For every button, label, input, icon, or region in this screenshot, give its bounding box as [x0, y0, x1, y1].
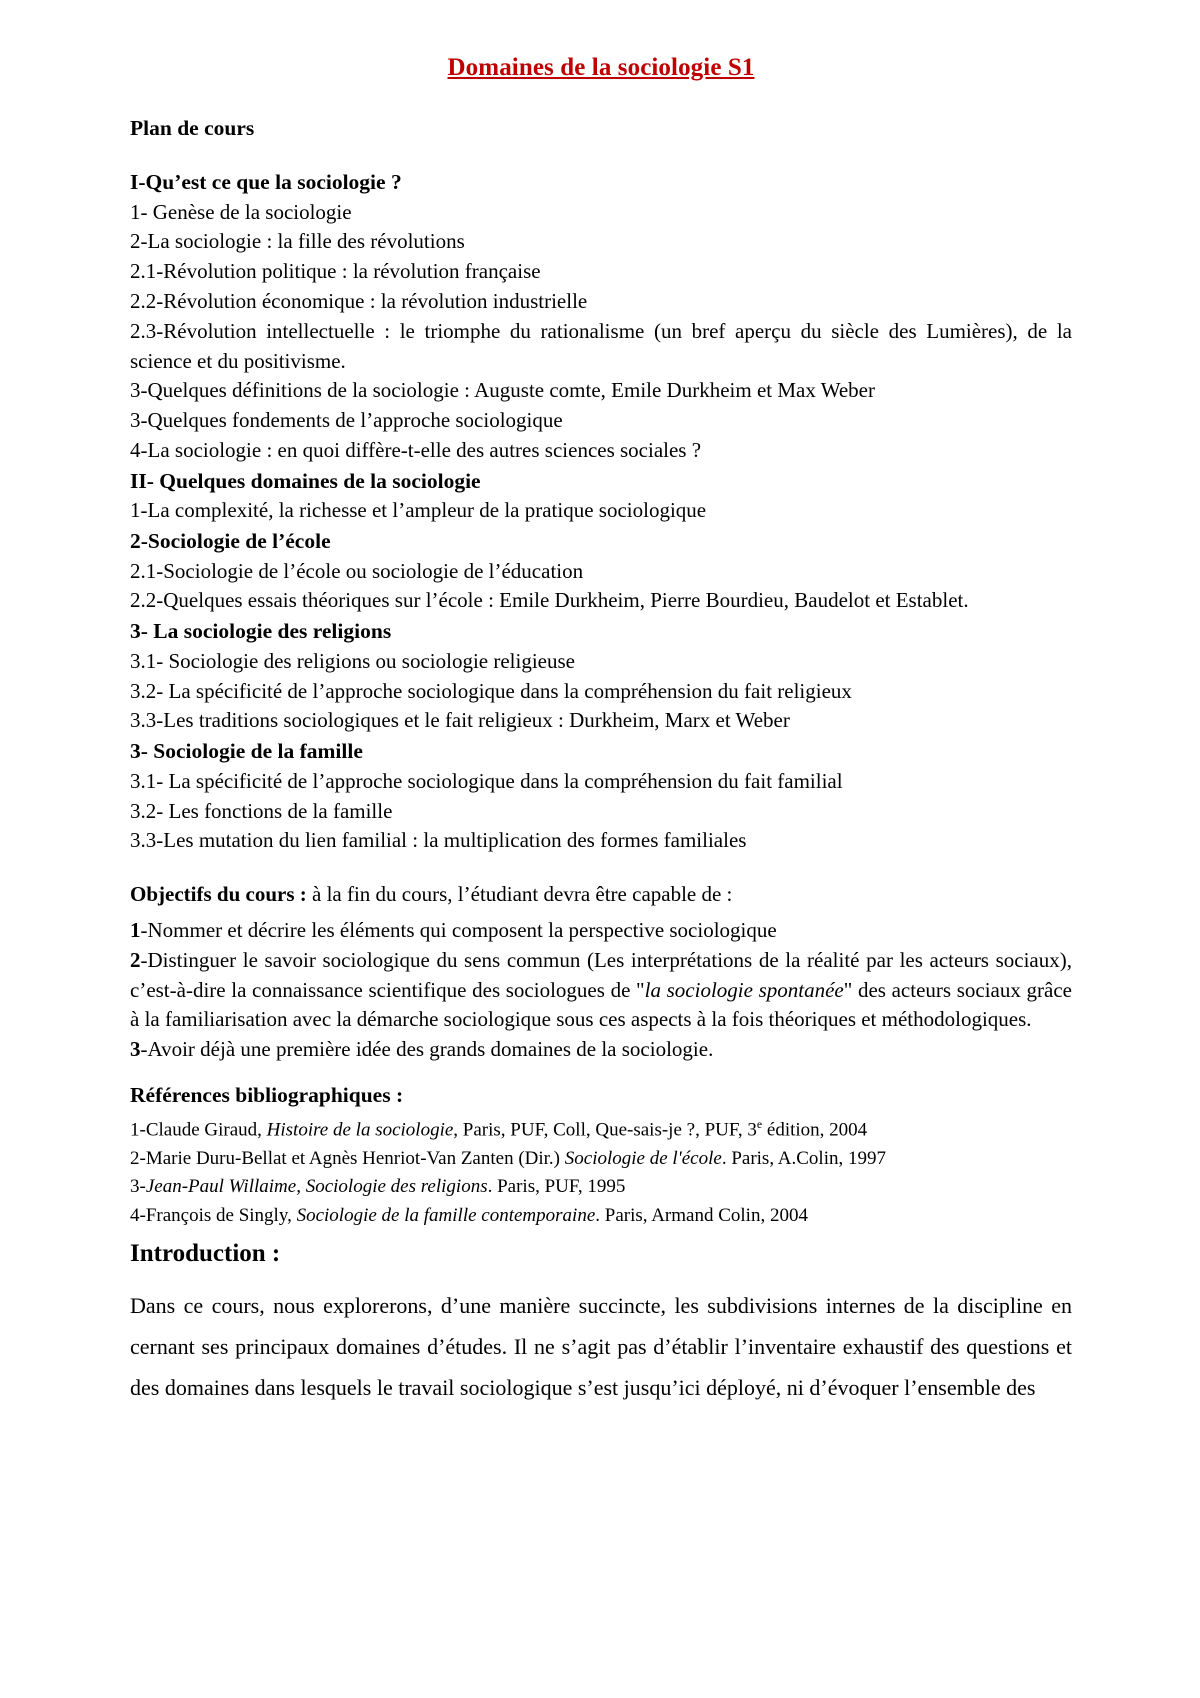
section-famille-line-3: 3.3-Les mutation du lien familial : la multiplication des formes familiales: [130, 828, 747, 853]
reference-1-prefix: 1-Claude Giraud,: [130, 1119, 267, 1141]
reference-3-prefix: 3-: [130, 1176, 146, 1198]
reference-item-4: [130, 1202, 1072, 1231]
section-famille-line-2: 3.2- Les fonctions de la famille: [130, 798, 393, 823]
section-ecole-line-1: 2.1-Sociologie de l’école ou sociologie de l’éducation: [130, 558, 584, 583]
section-famille-line-1: 3.1- La spécificité de l’approche sociologique dans la compréhension du fait familial: [130, 768, 843, 793]
page-title: Domaines de la sociologie S1: [447, 54, 755, 81]
references-heading: Références bibliographiques :: [130, 1083, 404, 1108]
objectives-heading: [130, 880, 1072, 910]
section-religions-line-3: 3.3-Les traditions sociologiques et le fait religieux : Durkheim, Marx et Weber: [130, 708, 790, 733]
objective-1-number: 1: [130, 918, 141, 943]
section-ecole-line-2: 2.2-Quelques essais théoriques sur l’école : Emile Durkheim, Pierre Bourdieu, Baudelot et Establet.: [130, 588, 969, 613]
objective-item-2: [130, 946, 1072, 1035]
plan-de-cours-label: Plan de cours: [130, 116, 255, 140]
objective-2-number: 2: [130, 947, 141, 972]
section-1-line-8: 4-La sociologie : en quoi diffère-t-elle des autres sciences sociales ?: [130, 438, 702, 463]
objective-3-number: 3: [130, 1037, 141, 1062]
section-1-line-5: 2.3-Révolution intellectuelle : le triomphe du rationalisme (un bref aperçu du siècle des Lumières), de la science et du positivisme.: [130, 318, 1072, 373]
section-2-line-1: 1-La complexité, la richesse et l’ampleur de la pratique sociologique: [130, 498, 707, 523]
reference-3-title: Jean-Paul Willaime, Sociologie des religions: [145, 1176, 488, 1198]
reference-1-tail: édition, 2004: [762, 1119, 868, 1141]
objective-3-text: -Avoir déjà une première idée des grands domaines de la sociologie.: [140, 1037, 714, 1062]
reference-1-sup: e: [756, 1118, 763, 1132]
objectives-intro: à la fin du cours, l’étudiant devra être capable de :: [306, 882, 733, 907]
introduction-heading: Introduction :: [130, 1240, 281, 1268]
section-1-line-7: 3-Quelques fondements de l’approche sociologique: [130, 408, 563, 433]
objective-item-1: [130, 916, 1072, 946]
section-1-line-3: 2.1-Révolution politique : la révolution française: [130, 259, 541, 284]
section-heading-1: I-Qu’est ce que la sociologie ?: [130, 170, 402, 194]
reference-2-title: Sociologie de l'école: [564, 1147, 722, 1169]
objective-2-tail: " des acteurs sociaux grâce à la familiarisation avec la démarche sociologique sous ces aspects à la fois théoriques et méthodologiques.: [130, 977, 1072, 1032]
section-heading-religions: 3- La sociologie des religions: [130, 619, 392, 644]
section-religions-line-1: 3.1- Sociologie des religions ou sociologie religieuse: [130, 648, 575, 673]
section-heading-ecole: 2-Sociologie de l’école: [130, 529, 331, 554]
reference-4-suffix: . Paris, Armand Colin, 2004: [595, 1204, 808, 1226]
reference-1-title: Histoire de la sociologie: [266, 1119, 454, 1141]
reference-4-prefix: 4-François de Singly,: [130, 1204, 297, 1226]
section-heading-famille: 3- Sociologie de la famille: [130, 739, 363, 764]
objective-item-3: [130, 1035, 1072, 1065]
objective-2-italic: la sociologie spontanée: [644, 977, 844, 1002]
reference-item-3: [130, 1173, 1072, 1202]
reference-4-title: Sociologie de la famille contemporaine: [296, 1204, 596, 1226]
reference-2-prefix: 2-Marie Duru-Bellat et Agnès Henriot-Van Zanten (Dir.): [130, 1147, 565, 1169]
section-1-line-4: 2.2-Révolution économique : la révolution industrielle: [130, 288, 588, 313]
reference-3-suffix: . Paris, PUF, 1995: [487, 1176, 626, 1198]
reference-item-2: [130, 1145, 1072, 1174]
section-1-line-6: 3-Quelques définitions de la sociologie : Auguste comte, Emile Durkheim et Max Weber: [130, 378, 875, 403]
reference-item-1: [130, 1116, 1072, 1145]
introduction-body: Dans ce cours, nous explorerons, d’une manière succincte, les subdivisions internes de la discipline en cernant ses principaux domaines d’études. Il ne s’agit pas d’établir l’inventaire exhaustif des questions et des domaines dans lesquels le travail sociologique s’est jusqu’ici déployé, ni d’évoquer l’ensemble des: [130, 1293, 1072, 1400]
section-heading-2: II- Quelques domaines de la sociologie: [130, 468, 481, 493]
objectives-label: Objectifs du cours :: [130, 882, 307, 907]
section-1-line-1: 1- Genèse de la sociologie: [130, 199, 352, 224]
reference-1-suffix: , Paris, PUF, Coll, Que-sais-je ?, PUF, 3: [453, 1119, 757, 1141]
objective-2-text: -Distinguer le savoir sociologique du sens commun (Les interprétations de la réalité par les acteurs sociaux), c’est-à-dire la connaissance scientifique des sociologues de ": [130, 947, 1072, 1002]
objective-1-text: -Nommer et décrire les éléments qui composent la perspective sociologique: [140, 918, 777, 943]
reference-2-suffix: . Paris, A.Colin, 1997: [721, 1147, 886, 1169]
section-religions-line-2: 3.2- La spécificité de l’approche sociologique dans la compréhension du fait religieux: [130, 678, 852, 703]
section-1-line-2: 2-La sociologie : la fille des révolutions: [130, 229, 465, 254]
